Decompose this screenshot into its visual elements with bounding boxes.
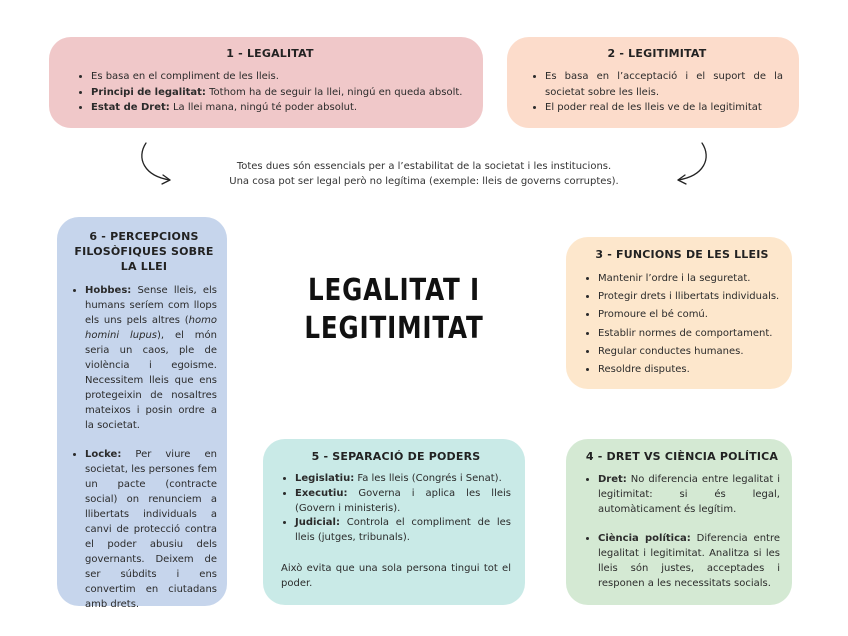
percepcions-heading: 6 - PERCEPCIONS FILOSÒFIQUES SOBRE LA LLEI	[74, 230, 214, 273]
list-item: • Judicial: Controla el compliment de les lleis (jutges, tribunals).	[295, 516, 511, 546]
curved-arrow-left-icon	[136, 140, 178, 186]
list-item: • Executiu: Governa i aplica les lleis (Govern i ministeris).	[295, 487, 511, 517]
curved-arrow-right-icon	[670, 140, 712, 186]
percepcions-card	[57, 217, 227, 610]
separacio-card	[263, 439, 525, 605]
note-line: Una cosa pot ser legal però no legítima (exemple: lleis de governs corruptes).	[229, 176, 619, 187]
legitimitat-list	[531, 69, 783, 116]
separacio-footer: Això evita que una sola persona tingui tot el poder.	[281, 562, 511, 589]
percepcions-list	[71, 283, 217, 612]
list-item: • Protegir drets i llibertats individuals.	[598, 288, 780, 306]
list-item: • Locke: Per viure en societat, les persones fem un pacte (contracte social) on renunciem a llibertats individuals a canvi de protecció contra el poder abusiu dels governants. Deixem de ser súbdits i ens convertim en ciutadans amb drets.	[85, 447, 217, 612]
central-note	[200, 159, 648, 189]
list-item: • Establir normes de comportament.	[598, 325, 780, 343]
list-item: • Es basa en l’acceptació i el suport de la societat sobre les lleis.	[545, 69, 783, 100]
legitimitat-heading: 2 - LEGITIMITAT	[607, 47, 707, 60]
list-item: • Dret: No diferencia entre legalitat i legitimitat: si és legal, automàticament és legítim.	[598, 472, 780, 517]
main-title-line: LEGITIMITAT	[304, 311, 484, 346]
main-title	[286, 272, 502, 348]
funcions-list	[584, 270, 780, 379]
list-item: • Hobbes: Sense lleis, els humans seríem com llops els uns pels altres (homo homini lupus), el món seria un caos, ple de violència i egoisme. Necessitem lleis que ens protegeixin de nosaltres mateixos i posin ordre a la societat.	[85, 283, 217, 433]
legitimitat-card	[507, 37, 799, 128]
legalitat-list	[77, 69, 463, 116]
list-item: • Legislatiu: Fa les lleis (Congrés i Senat).	[295, 472, 511, 487]
dret-card	[566, 439, 792, 605]
list-item: • Principi de legalitat: Tothom ha de seguir la llei, ningú en queda absolt.	[91, 85, 463, 101]
separacio-list	[281, 472, 511, 546]
list-item: • Mantenir l’ordre i la seguretat.	[598, 270, 780, 288]
note-line: Totes dues són essencials per a l’estabilitat de la societat i les institucions.	[236, 161, 612, 172]
list-item: • El poder real de les lleis ve de la legitimitat	[545, 100, 783, 116]
funcions-heading: 3 - FUNCIONS DE LES LLEIS	[595, 248, 769, 261]
list-item: • Promoure el bé comú.	[598, 306, 780, 324]
funcions-card	[566, 237, 792, 389]
legalitat-heading: 1 - LEGALITAT	[226, 47, 314, 60]
main-title-line: LEGALITAT I	[307, 273, 481, 308]
dret-list	[584, 472, 780, 591]
separacio-heading: 5 - SEPARACIÓ DE PODERS	[311, 450, 481, 463]
dret-heading: 4 - DRET VS CIÈNCIA POLÍTICA	[585, 450, 779, 463]
list-item: • Ciència política: Diferencia entre legalitat i legitimitat. Analitza si les lleis són justes, acceptades i responen a les necessitats socials.	[598, 531, 780, 591]
list-item: • Regular conductes humanes.	[598, 343, 780, 361]
list-item: • Es basa en el compliment de les lleis.	[91, 69, 463, 85]
list-item: • Estat de Dret: La llei mana, ningú té poder absolut.	[91, 100, 463, 116]
list-item: • Resoldre disputes.	[598, 361, 780, 379]
legalitat-card	[49, 37, 483, 128]
